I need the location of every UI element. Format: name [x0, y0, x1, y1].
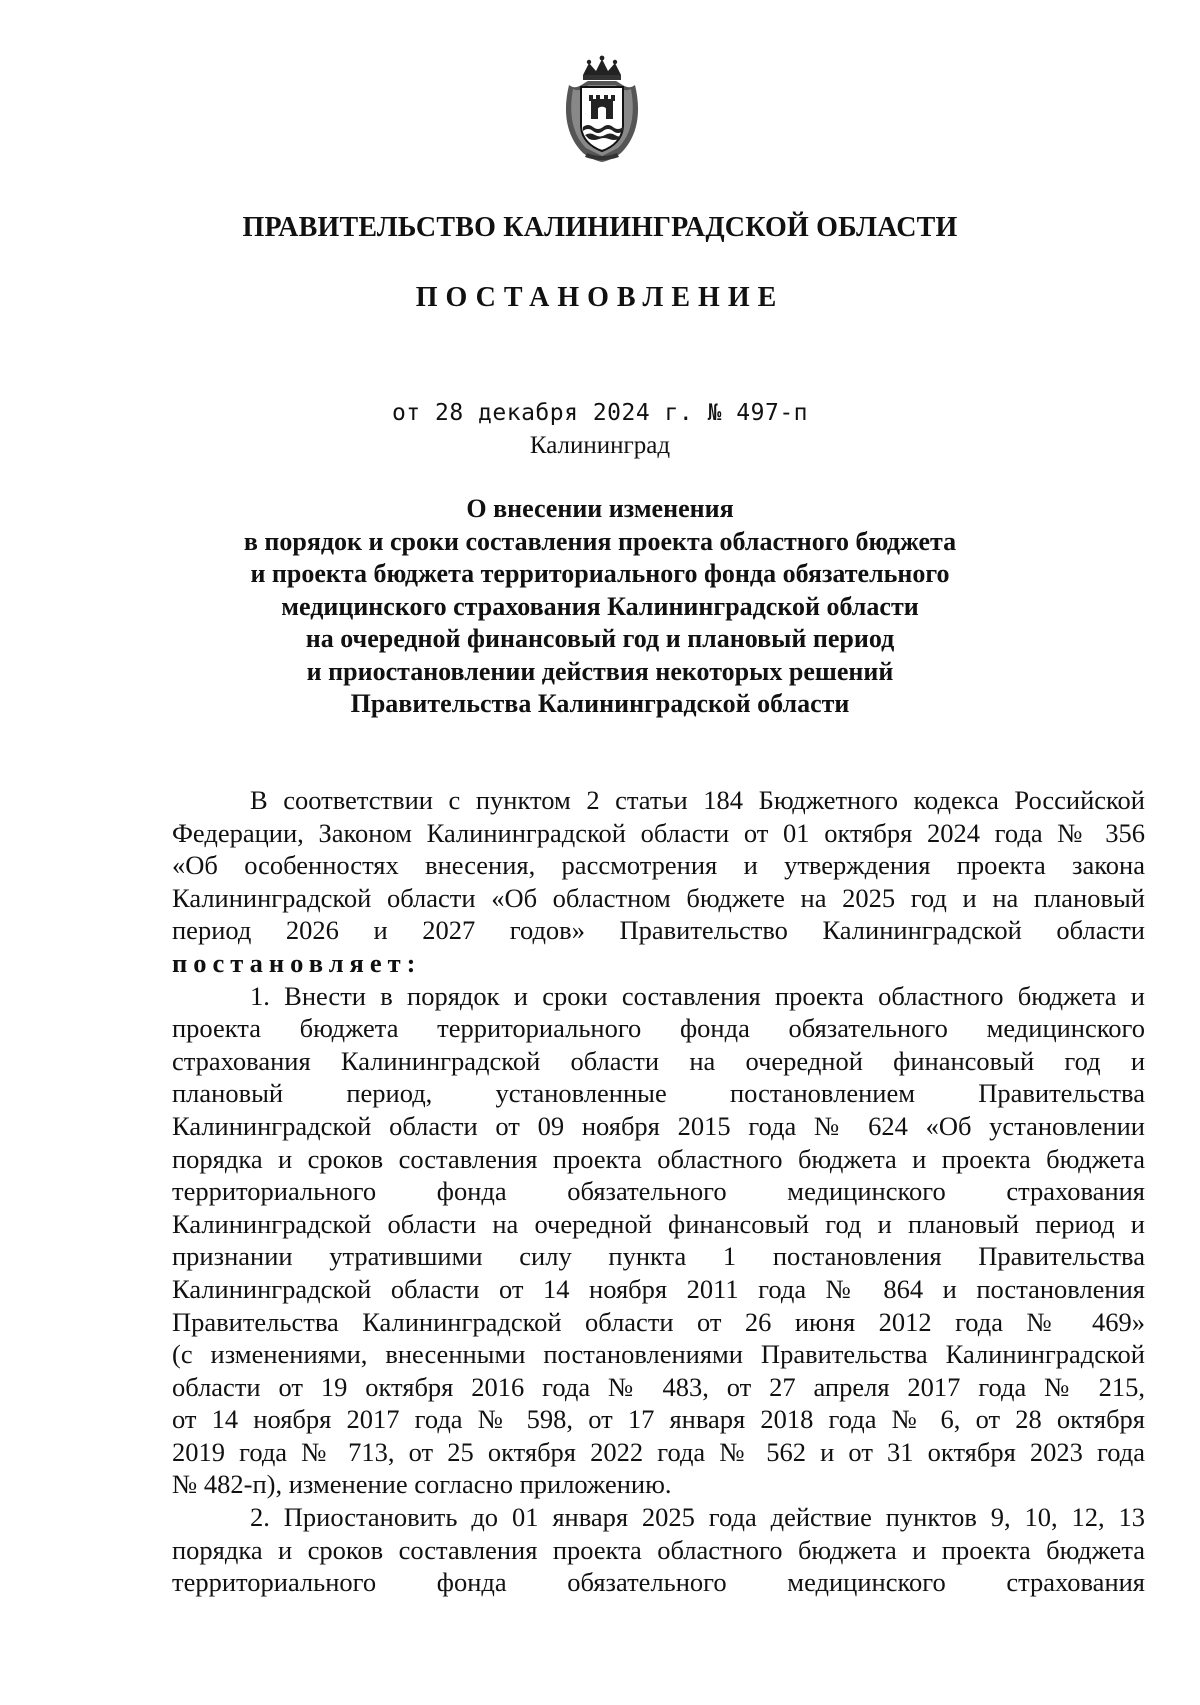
body-line: № 482-п), изменение согласно приложению.	[172, 1469, 672, 1500]
body-line: «Об особенностях внесения, рассмотрения и утверждения проекта закона	[172, 850, 1145, 881]
subject-line: О внесении изменения	[466, 494, 734, 523]
government-title: ПРАВИТЕЛЬСТВО КАЛИНИНГРАДСКОЙ ОБЛАСТИ	[242, 212, 958, 243]
body-line: от 14 ноября 2017 года № 598, от 17 января 2018 года № 6, от 28 октября	[172, 1404, 1145, 1435]
document-subject	[0, 493, 1200, 721]
body-line: территориального фонда обязательного медицинского страхования	[172, 1176, 1145, 1207]
body-line: 2019 года № 713, от 25 октября 2022 года № 562 и от 31 октября 2023 года	[172, 1436, 1145, 1467]
body-line: В соответствии с пунктом 2 статьи 184 Бюджетного кодекса Российской	[250, 785, 1145, 815]
body-line: период 2026 и 2027 годов» Правительство Калининградской области	[172, 915, 1145, 946]
body-line: Калининградской области «Об областном бюджете на 2025 год и на плановый	[172, 882, 1145, 913]
resolves-keyword: постановляет:	[172, 947, 422, 978]
coat-of-arms-emblem	[561, 55, 643, 163]
body-line: Правительства Калининградской области от 26 июня 2012 года № 469»	[172, 1306, 1145, 1337]
body-line: Калининградской области от 09 ноября 2015 года № 624 «Об установлении	[172, 1110, 1145, 1141]
subject-line: Правительства Калининградской области	[350, 689, 850, 718]
subject-line: медицинского страхования Калининградской области	[281, 591, 919, 621]
body-line: признании утратившими силу пункта 1 постановления Правительства	[172, 1241, 1145, 1272]
body-line: порядка и сроков составления проекта областного бюджета и проекта бюджета	[172, 1534, 1145, 1565]
body-line: Федерации, Законом Калининградской области от 01 октября 2024 года № 356	[172, 817, 1145, 848]
body-line: Калининградской области от 14 ноября 2011 года № 864 и постановления	[172, 1273, 1145, 1304]
subject-line: и проекта бюджета территориального фонда обязательного	[250, 559, 950, 588]
body-line: территориального фонда обязательного медицинского страхования	[172, 1567, 1145, 1598]
body-line: страхования Калининградской области на очередной финансовый год и	[172, 1045, 1145, 1076]
document-city: Калининград	[529, 432, 671, 459]
document-type-title: ПОСТАНОВЛЕНИЕ	[415, 282, 785, 313]
subject-line: и приостановлении действия некоторых решений	[306, 656, 894, 686]
body-line: 2. Приостановить до 01 января 2025 года действие пунктов 9, 10, 12, 13	[250, 1502, 1145, 1533]
body-line: порядка и сроков составления проекта областного бюджета и проекта бюджета	[172, 1143, 1145, 1174]
body-line: проекта бюджета территориального фонда обязательного медицинского	[172, 1013, 1145, 1044]
document-date-number: от 28 декабря 2024 г. № 497-п	[391, 400, 809, 426]
body-line: 1. Внести в порядок и сроки составления проекта областного бюджета и	[250, 980, 1145, 1011]
body-line: (с изменениями, внесенными постановлениями Правительства Калининградской	[172, 1339, 1145, 1370]
subject-line: в порядок и сроки составления проекта областного бюджета	[243, 526, 957, 556]
body-line: Калининградской области на очередной финансовый год и плановый период и	[172, 1208, 1145, 1239]
body-line: области от 19 октября 2016 года № 483, от 27 апреля 2017 года № 215,	[172, 1371, 1145, 1402]
body-line: плановый период, установленные постановлением Правительства	[172, 1078, 1145, 1109]
document-body	[172, 784, 1145, 1599]
subject-line: на очередной финансовый год и плановый период	[305, 624, 895, 653]
